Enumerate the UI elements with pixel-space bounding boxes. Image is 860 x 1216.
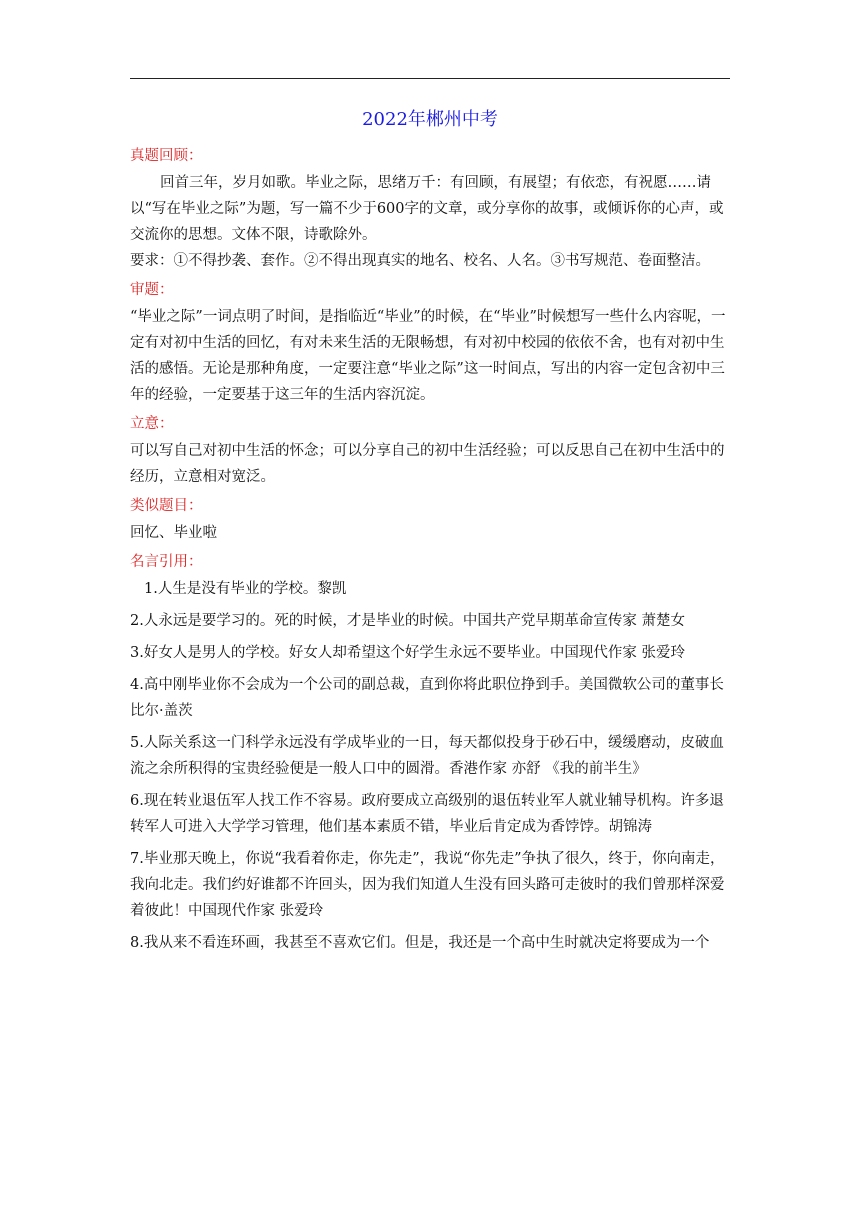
quote-item: 1.人生是没有毕业的学校。黎凯 [144,581,347,597]
quotes-heading: 名言引用： [130,554,203,570]
review-heading: 真题回顾： [130,148,203,164]
quote-item: 6.现在转业退伍军人找工作不容易。政府要成立高级别的退伍转业军人就业辅导机构。许多退转军人可进入大学学习管理，他们基本素质不错，毕业后肯定成为香饽饽。胡锦涛 [130,793,724,835]
review-prompt: 回首三年，岁月如歌。毕业之际，思绪万千：有回顾，有展望；有依恋，有祝愿……请以“写在毕业之际”为题，写一篇不少于600字的文章，或分享你的故事，或倾诉你的心声，或交流你的思想。文体不限，诗歌除外。 [130,175,724,243]
similar-text: 回忆、毕业啦 [130,525,217,541]
document-title: 2022年郴州中考 [362,109,498,130]
analysis-heading: 审题： [130,282,174,298]
quote-item: 3.好女人是男人的学校。好女人却希望这个好学生永远不要毕业。中国现代作家 张爱玲 [130,645,685,661]
idea-heading: 立意： [130,416,174,432]
similar-heading: 类似题目： [130,498,203,514]
header-rule [130,78,730,79]
quote-item: 7.毕业那天晚上，你说“我看着你走，你先走”，我说“你先走”争执了很久，终于，你向南走，我向北走。我们约好谁都不许回头，因为我们知道人生没有回头路可走彼时的我们曾那样深爱着彼此！中国现代作家 张爱玲 [130,851,725,919]
document-body [130,108,730,962]
quote-item: 5.人际关系这一门科学永远没有学成毕业的一日，每天都似投身于砂石中，缓缓磨动，皮破血流之余所积得的宝贵经验便是一般人口中的圆滑。香港作家 亦舒 《我的前半生》 [130,735,724,777]
quote-item: 2.人永远是要学习的。死的时候，才是毕业的时候。中国共产党早期革命宣传家 萧楚女 [130,613,685,629]
quote-item: 8.我从来不看连环画，我甚至不喜欢它们。但是，我还是一个高中生时就决定将要成为一个 [130,935,710,951]
idea-text: 可以写自己对初中生活的怀念；可以分享自己的初中生活经验；可以反思自己在初中生活中的经历，立意相对宽泛。 [130,443,725,485]
analysis-text: “毕业之际”一词点明了时间，是指临近“毕业”的时候，在“毕业”时候想写一些什么内容呢，一定有对初中生活的回忆，有对未来生活的无限畅想，有对初中校园的依依不舍，也有对初中生活的感悟。无论是那种角度，一定要注意“毕业之际”这一时间点，写出的内容一定包含初中三年的经验，一定要基于这三年的生活内容沉淀。 [130,309,726,403]
quote-item: 4.高中刚毕业你不会成为一个公司的副总裁，直到你将此职位挣到手。美国微软公司的董事长 比尔·盖茨 [130,677,724,719]
review-requirements: 要求：①不得抄袭、套作。②不得出现真实的地名、校名、人名。③书写规范、卷面整洁。 [130,253,710,269]
